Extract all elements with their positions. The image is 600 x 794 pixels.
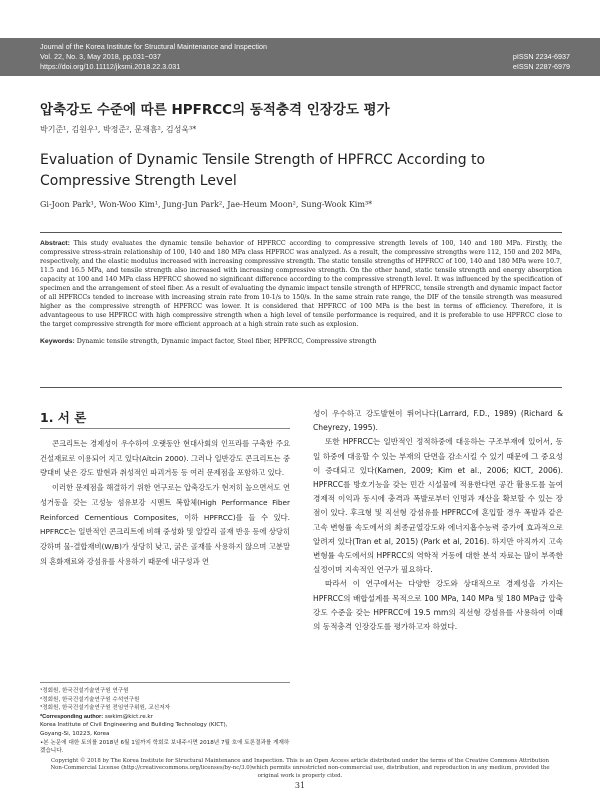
- keywords-label: Keywords:: [40, 338, 75, 345]
- body-paragraph: 이러한 문제점을 해결하기 위한 연구로는 압축강도가 현저히 높으면서도 연성거동을 갖는 고성능 섬유보강 시멘트 복합체(High Performance Fiber Reinforced Cementious Composites, 이하 HPFRCC)를 들 수 있다. HPFRCC는 일반적인 콘크리트에 비해 중성화 및 알칼리 골재 반응 등에 상당히 강하며 물-결합재비(W/B)가 상당히 낮고, 굵은 골재를 사용하지 않으며 고분말의 혼화재료와 강섬유를 사용하기 때문에 내구성과 연: [40, 483, 290, 566]
- journal-volume: Vol. 22, No. 3, May 2018, pp.031~037: [40, 52, 161, 61]
- korean-authors: 박기준¹, 김원우¹, 박정준², 문재흠², 김성욱³*: [40, 125, 197, 134]
- body-paragraph: 따라서 이 연구에서는 다양한 강도와 상대적으로 경제성을 가지는 HPFRCC의 배합설계를 목적으로 100 MPa, 140 MPa 및 180 MPa급 압축강도 수준을 갖는 HPFRCC에 19.5 mm의 직선형 강섬유를 사용하여 이때의 동적충격 인장강도를 평가하고자 하였다.: [313, 579, 563, 632]
- abstract-text: This study evaluates the dynamic tensile behavior of HPFRCC according to compressive strength levels of 100, 140 and 180 MPa. Firstly, the compressive stress-strain relationship of 100, 140 and 180 MPa class HPFRCC was analyzed. As a result, the compressive strengths were 112, 150 and 202 MPa, respectively, and the elastic modulus increased with increasing compressive strength. The static tensile strengths of HPFRCC of 100, 140 and 180 MPa were 10.7, 11.5 and 16.5 MPa, and tensile strength also increased with increasing compressive strength. On the other hand, static tensile strength and energy absorption capacity at 100 and 140 MPa class HPFRCC showed no significant difference according to the compressive strength level. It was influenced by the specification of specimen and the arrangement of steel fiber. As a result of evaluating the dynamic impact tensile strength of HPFRCC, tensile strength and dynamic impact factor of all HPFRCCs tended to increase with increasing strain rate from 10-1/s to 150/s. In the same strain rate range, the DIF of the tensile strength was measured higher as the compressive strength of HPFRCC was lower. It is considered that HPFRCC of 100 MPa is the best in terms of efficiency. Therefore, it is advantageous to use HPFRCC with high compressive strength when a high level of tensile performance is required, and it is preferable to use HPFRCC close to the target compressive strength for more efficient approach at a high strain rate such as explosion.: [40, 240, 562, 328]
- journal-info: [40, 42, 267, 72]
- footnote-3: ³정회원, 한국건설기술연구원 전임연구위원, 교신저자: [40, 705, 171, 712]
- abstract-section: [40, 232, 562, 388]
- english-title: Evaluation of Dynamic Tensile Strength of HPFRCC According to Compressive Strength Level: [40, 152, 486, 189]
- body-paragraph: 또한 HPFRCC는 일반적인 정적하중에 대응하는 구조부재에 있어서, 동일 하중에 대응할 수 있는 부재의 단면을 감소시킬 수 있기 때문에 그 중요성이 증대되고 있다(Kamen, 2009; Kim et al., 2006; KICT, 2006). HPFRCC를 방호기능을 갖는 민간 시설물에 적용한다면 공간 활용도를 높여 경제적 이익과 동시에 충격과 폭발로부터 인명과 재산을 확보할 수 있는 장점이 있다. 후크형 및 직선형 강섬유를 HPFRCC에 혼입할 경우 폭발과 같은 고속 변형률 속도에서의 최종균열강도와 에너지흡수능력 증가에 효과적으로 알려져 있다(Tran et al, 2015) (Park et al, 2016). 하지만 아직까지 고속 변형률 속도에서의 HPFRCC의 역학적 거동에 대한 분석 자료는 많이 부족한 실정이며 지속적인 연구가 필요하다.: [313, 437, 563, 575]
- section-divider: [40, 428, 290, 429]
- pissn: pISSN 2234-6937: [512, 52, 570, 61]
- footnote-2: ²정회원, 한국건설기술연구원 수석연구원: [40, 696, 140, 703]
- abstract: [40, 239, 562, 329]
- eissn: eISSN 2287-6979: [512, 62, 570, 71]
- korean-title: 압축강도 수준에 따른 HPFRCC의 동적충격 인장강도 평가: [40, 102, 390, 118]
- left-column: [40, 437, 290, 569]
- copyright-notice: Copyright © 2018 by The Korea Institute for Structural Maintenance and Inspection. This is an Open Access article distributed under the terms of the Creative Commons Attribution Non-Commercial License (http://creativecommons.org/licenses/by-nc/3.0)which permits unrestricted non-commercial use, distribution, and reproduction in any medium, provided the original work is properly cited.: [50, 758, 550, 779]
- journal-doi[interactable]: https://doi.org/10.11112/jksmi.2018.22.3.031: [40, 62, 181, 71]
- corresponding-label: *Corresponding author:: [40, 713, 104, 720]
- corresponding-author: [40, 713, 290, 722]
- journal-name: Journal of the Korea Institute for Structural Maintenance and Inspection: [40, 42, 267, 51]
- corresponding-email[interactable]: swkim@kict.re.kr: [103, 713, 153, 720]
- institution-line-1: Korea Institute of Civil Engineering and Building Technology (KICT),: [40, 722, 228, 729]
- issn-info: [513, 52, 570, 72]
- body-paragraph: 콘크리트는 경제성이 우수하여 오랫동안 현대사회의 인프라를 구축한 주요 건설재료로 이용되어 지고 있다(Aïtcin 2000). 그러나 일반강도 콘크리트는 중량대비 낮은 강도 발현과 취성적인 파괴거동 등 여러 문제점을 포함하고 있다.: [40, 439, 290, 478]
- journal-header: [0, 38, 600, 76]
- page-number: 31: [294, 781, 306, 790]
- institution-line-2: Goyang-Si, 10223, Korea: [40, 730, 110, 737]
- keywords-text: Dynamic tensile strength, Dynamic impact factor, Steel fiber, HPFRCC, Compressive strength: [76, 338, 377, 345]
- right-column: [313, 407, 563, 634]
- keywords: [40, 337, 562, 346]
- section-heading: 1. 서 론: [40, 410, 87, 425]
- footnote-1: ¹정회원, 한국건설기술연구원 연구원: [40, 688, 129, 694]
- discussion-note: •본 논문에 대한 토의를 2018년 6월 1일까지 학회로 보내주시면 2018년 7월 호에 토론결과를 게재하겠습니다.: [40, 739, 290, 755]
- abstract-label: Abstract:: [40, 240, 70, 247]
- footnotes: [40, 682, 290, 756]
- body-paragraph: 성이 우수하고 강도발현이 뛰어나다(Larrard, F.D., 1989) (Richard & Cheyrezy, 1995).: [313, 409, 563, 433]
- english-authors: Gi-Joon Park¹, Won-Woo Kim¹, Jung-Jun Park², Jae-Heum Moon², Sung-Wook Kim³*: [40, 200, 373, 209]
